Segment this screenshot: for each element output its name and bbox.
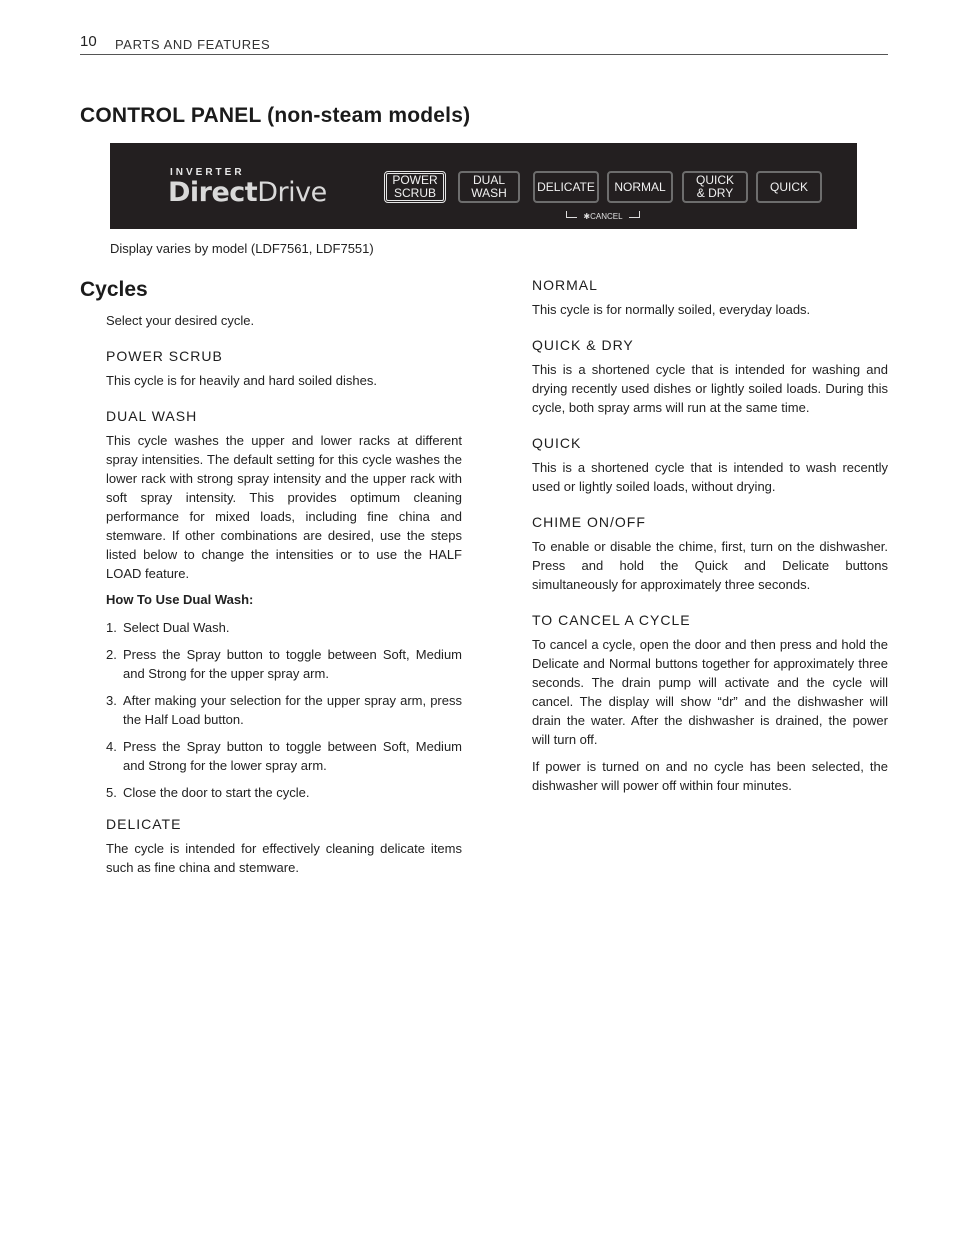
quick-text: This is a shortened cycle that is intended to wash recently used or lightly soiled loads, without drying. bbox=[532, 460, 888, 494]
dual-wash-steps bbox=[106, 618, 462, 802]
quick-button[interactable]: QUICK bbox=[756, 171, 822, 203]
list-item bbox=[106, 618, 462, 637]
step-number: 2. bbox=[106, 647, 117, 662]
step-text: Close the door to start the cycle. bbox=[123, 785, 310, 800]
panel-caption: Display varies by model (LDF7561, LDF7551) bbox=[110, 241, 374, 256]
power-scrub-heading: POWER SCRUB bbox=[106, 348, 223, 364]
right-column bbox=[532, 276, 888, 795]
step-text: Press the Spray button to toggle between Soft, Medium and Strong for the upper spray arm. bbox=[123, 647, 462, 681]
left-column bbox=[106, 311, 462, 877]
dual-wash-button[interactable]: DUAL WASH bbox=[458, 171, 520, 203]
control-panel-image bbox=[110, 143, 857, 229]
power-off-note: If power is turned on and no cycle has been selected, the dishwasher will power off within four minutes. bbox=[532, 759, 888, 793]
normal-text: This cycle is for normally soiled, everyday loads. bbox=[532, 302, 811, 317]
delicate-heading: DELICATE bbox=[106, 816, 182, 832]
cycles-heading: Cycles bbox=[80, 278, 148, 301]
cancel-cycle-heading: TO CANCEL A CYCLE bbox=[532, 612, 691, 628]
delicate-text: The cycle is intended for effectively cleaning delicate items such as fine china and stemware. bbox=[106, 841, 462, 875]
dual-wash-howto: How To Use Dual Wash: bbox=[106, 592, 254, 607]
list-item bbox=[106, 737, 462, 775]
cancel-cycle-text: To cancel a cycle, open the door and then press and hold the Delicate and Normal buttons together for approximately three seconds. The drain pump will activate and the cycle will cancel. The display will show “dr” and the dishwasher will drain the water. After the dishwasher is drained, the power will turn off. bbox=[532, 637, 888, 747]
step-number: 1. bbox=[106, 620, 117, 635]
page-title: CONTROL PANEL (non-steam models) bbox=[80, 104, 471, 127]
quick-dry-button[interactable]: QUICK & DRY bbox=[682, 171, 748, 203]
list-item bbox=[106, 691, 462, 729]
list-item bbox=[106, 645, 462, 683]
step-number: 4. bbox=[106, 739, 117, 754]
step-number: 3. bbox=[106, 693, 117, 708]
chime-heading: CHIME ON/OFF bbox=[532, 514, 646, 530]
power-scrub-button[interactable]: POWER SCRUB bbox=[384, 171, 446, 203]
dual-wash-text: This cycle washes the upper and lower racks at different spray intensities. The default setting for this cycle washes the lower rack with strong spray intensity and the upper rack with soft spray intensity. This provides optimum cleaning performance for mixed loads, including fine china and stemware. If other combinations are desired, use the steps listed below to change the intensities or to use the HALF LOAD feature. bbox=[106, 433, 462, 581]
cancel-indicator bbox=[566, 211, 640, 221]
chime-text: To enable or disable the chime, first, turn on the dishwasher. Press and hold the Quick and Delicate buttons simultaneously for approximately three seconds. bbox=[532, 539, 888, 592]
normal-heading: NORMAL bbox=[532, 277, 598, 293]
normal-button[interactable]: NORMAL bbox=[607, 171, 673, 203]
page-header bbox=[80, 32, 888, 55]
cycles-intro: Select your desired cycle. bbox=[106, 313, 255, 328]
section-title: PARTS AND FEATURES bbox=[115, 37, 271, 52]
delicate-button[interactable]: DELICATE bbox=[533, 171, 599, 203]
cancel-bracket-right bbox=[629, 211, 640, 218]
list-item bbox=[106, 783, 462, 802]
brand-inverter-label: INVERTER bbox=[170, 167, 245, 178]
brand-logo-part2: Drive bbox=[257, 177, 327, 208]
quick-heading: QUICK bbox=[532, 435, 582, 451]
step-text: Press the Spray button to toggle between Soft, Medium and Strong for the lower spray arm. bbox=[123, 739, 462, 773]
quick-dry-heading: QUICK & DRY bbox=[532, 337, 634, 353]
page-number: 10 bbox=[80, 33, 97, 50]
cancel-label: ✱CANCEL bbox=[583, 212, 623, 221]
step-text: After making your selection for the upper spray arm, press the Half Load button. bbox=[123, 693, 462, 727]
cancel-bracket-left bbox=[566, 211, 577, 218]
brand-logo bbox=[168, 177, 327, 208]
dual-wash-heading: DUAL WASH bbox=[106, 408, 198, 424]
brand-logo-part1: Direct bbox=[168, 177, 258, 208]
quick-dry-text: This is a shortened cycle that is intended for washing and drying recently used dishes or lightly soiled loads. During this cycle, both spray arms will run at the same time. bbox=[532, 362, 888, 415]
step-number: 5. bbox=[106, 785, 117, 800]
power-scrub-text: This cycle is for heavily and hard soiled dishes. bbox=[106, 373, 377, 388]
step-text: Select Dual Wash. bbox=[123, 620, 230, 635]
